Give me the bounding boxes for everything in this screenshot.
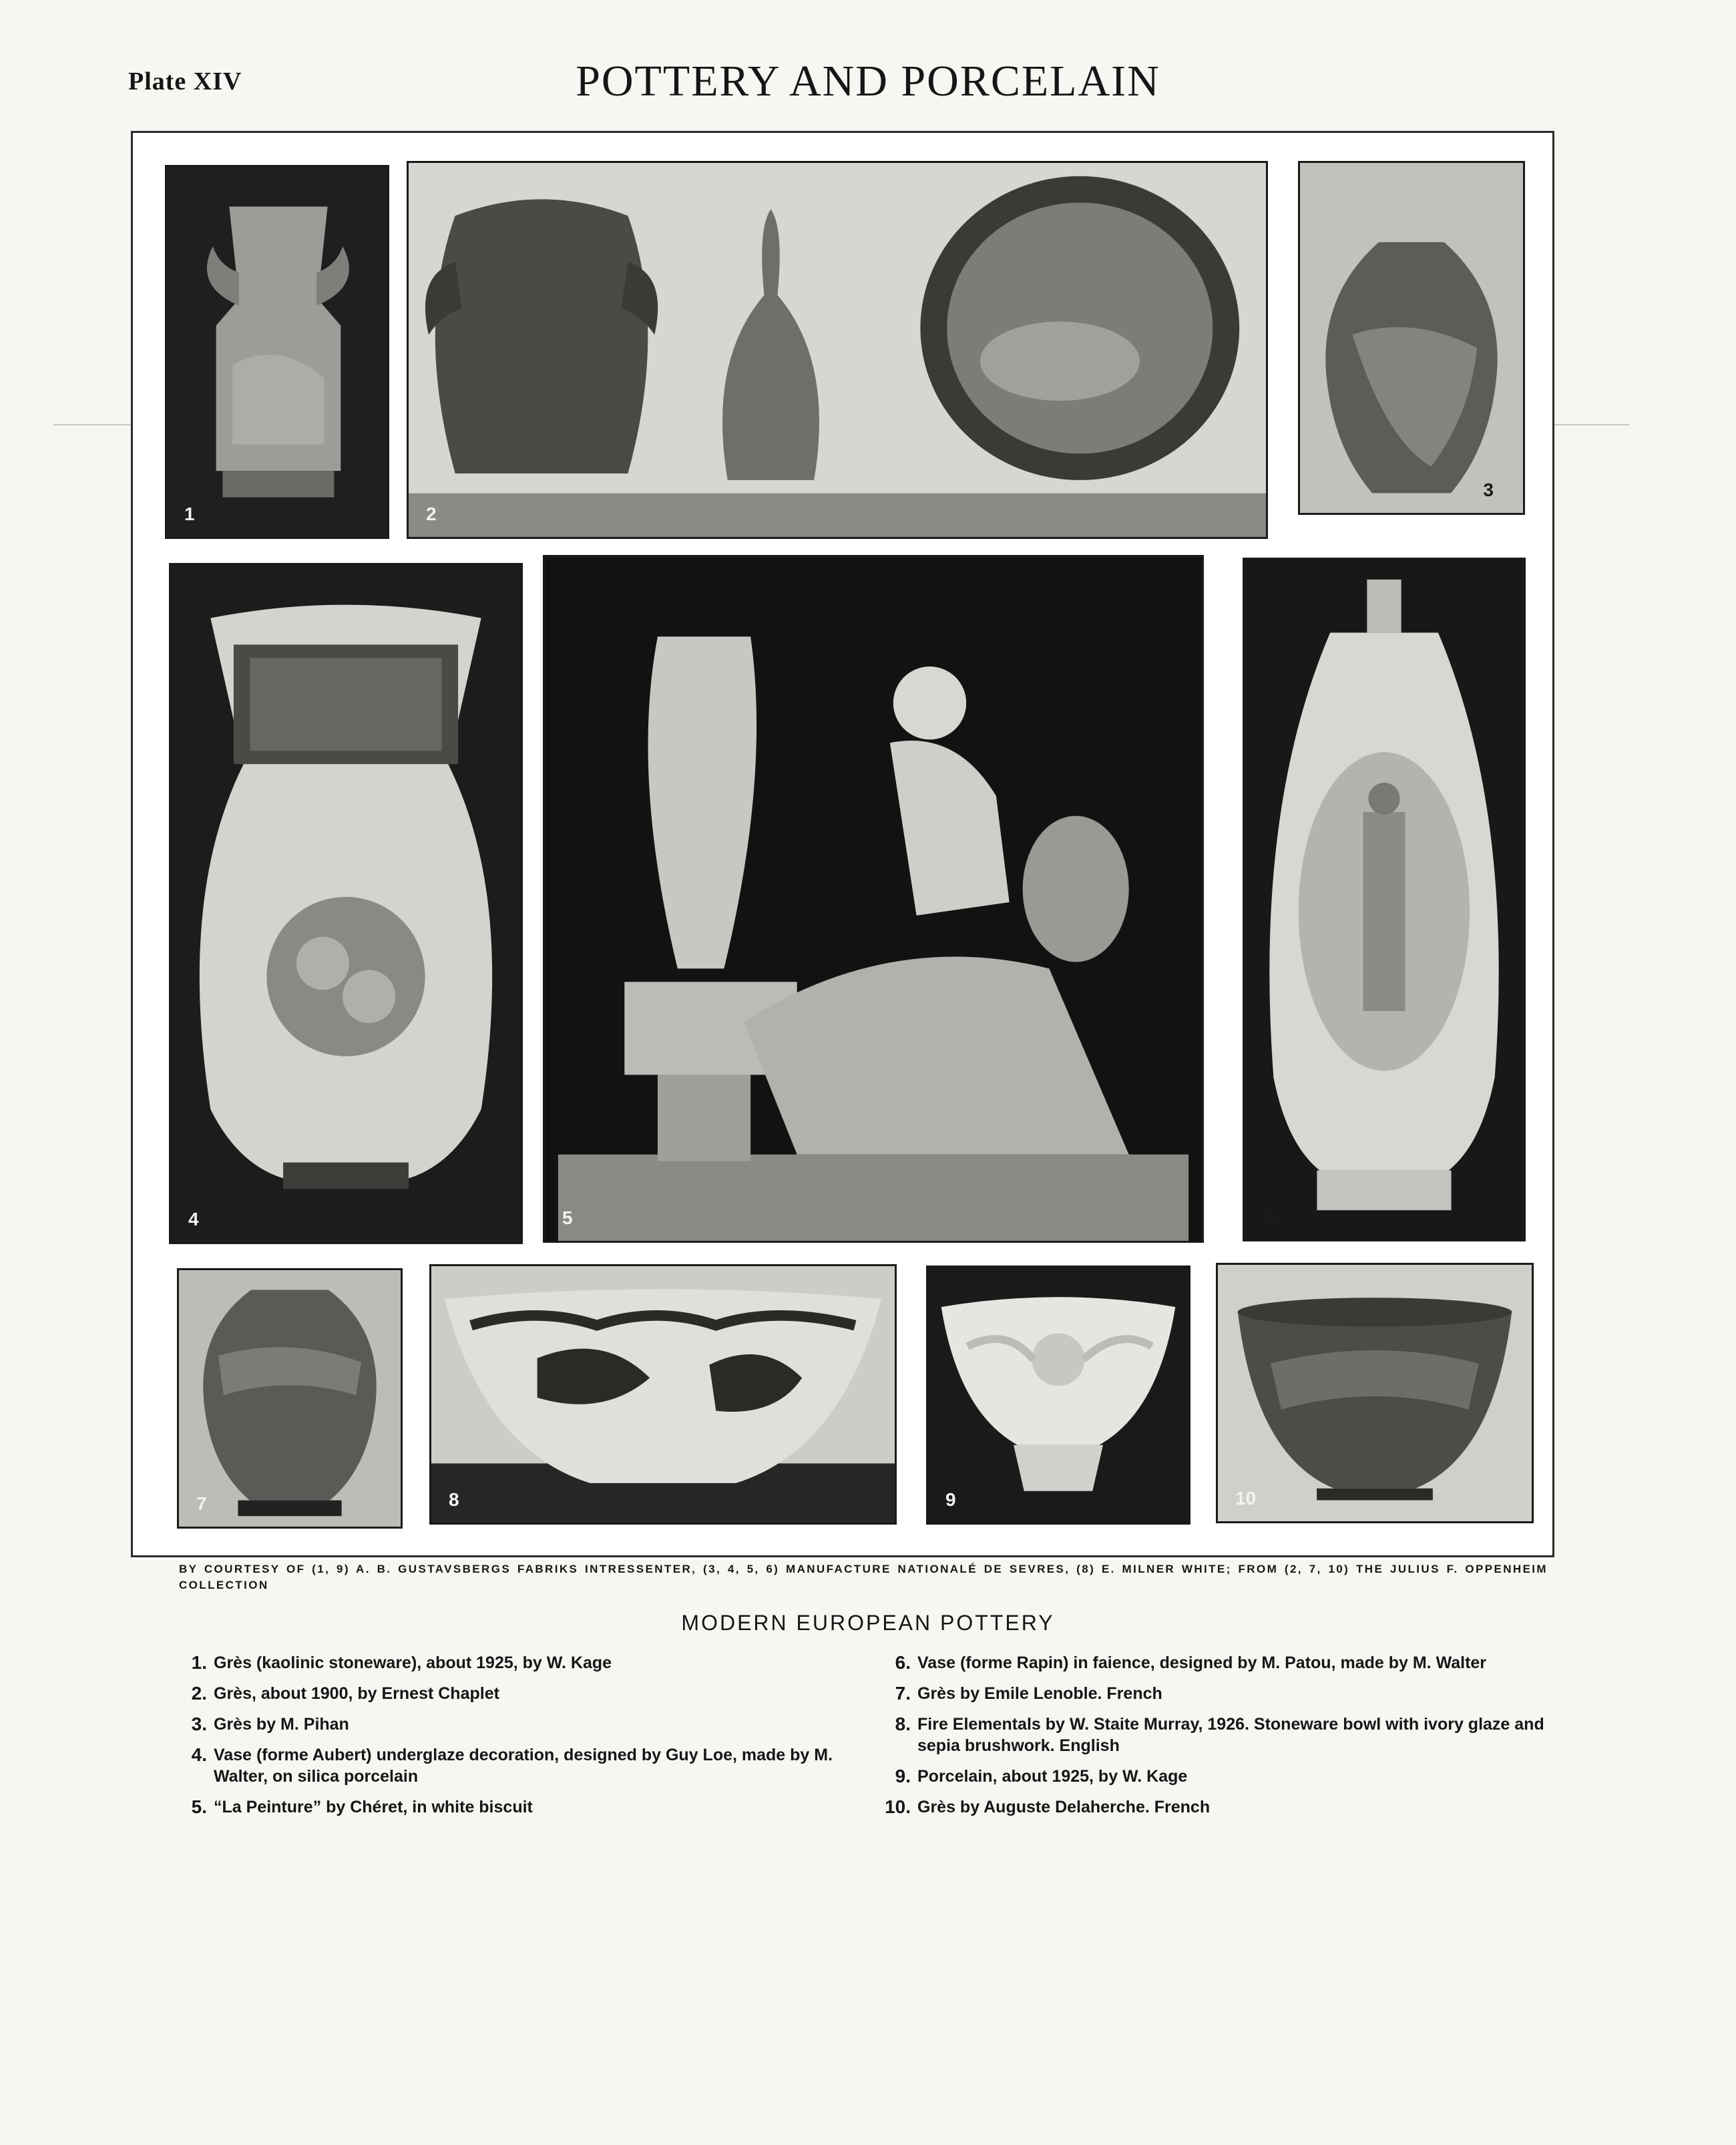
- photo-6: [1243, 558, 1526, 1241]
- caption-item: [178, 1683, 839, 1704]
- figure-number: 10: [1235, 1488, 1257, 1509]
- bowl-illustration-8: [431, 1266, 895, 1523]
- figure-number: 6: [1265, 1206, 1275, 1227]
- caption-text: Porcelain, about 1925, by W. Kage: [917, 1767, 1188, 1786]
- bowl-illustration-10: [1218, 1265, 1532, 1521]
- caption-item: [178, 1744, 839, 1787]
- vase-illustration-3: [1300, 163, 1523, 513]
- caption-number: 2.: [191, 1683, 207, 1704]
- caption-number: 5.: [191, 1796, 207, 1817]
- photo-4: [169, 563, 523, 1244]
- caption-text: Vase (forme Rapin) in faience, designed by M. Patou, made by M. Walter: [917, 1653, 1487, 1672]
- caption-text: Vase (forme Aubert) underglaze decoration, designed by Guy Loe, made by M. Walter, on silica porcelain: [214, 1746, 833, 1786]
- figure-number: 9: [945, 1489, 956, 1510]
- photo-9: [926, 1265, 1190, 1525]
- caption-text: Grès by Auguste Delaherche. French: [917, 1798, 1211, 1816]
- vase-illustration-4: [171, 565, 521, 1242]
- caption-column-left: [178, 1652, 839, 1827]
- sculpture-illustration-5: [545, 557, 1202, 1241]
- figure-number: 2: [426, 504, 437, 524]
- caption-item: [881, 1766, 1569, 1787]
- photo-2: [407, 161, 1268, 539]
- caption-item: [881, 1683, 1569, 1704]
- vase-illustration-1: [167, 167, 387, 537]
- figure-number: 4: [188, 1209, 199, 1229]
- page-title: POTTERY AND PORCELAIN: [576, 57, 1160, 106]
- caption-text: Grès (kaolinic stoneware), about 1925, by W. Kage: [214, 1653, 612, 1672]
- caption-column-right: [881, 1652, 1569, 1827]
- bowl-illustration-9: [928, 1268, 1188, 1523]
- vase-illustration-7: [179, 1270, 401, 1527]
- figure-number: 5: [562, 1207, 573, 1228]
- pottery-group-illustration-2: [409, 163, 1266, 537]
- caption-item: [881, 1714, 1569, 1756]
- figure-number: 8: [449, 1489, 459, 1510]
- caption-text: Grès, about 1900, by Ernest Chaplet: [214, 1684, 499, 1703]
- photo-8: [429, 1264, 897, 1525]
- caption-number: 3.: [191, 1714, 207, 1734]
- figure-number: 7: [196, 1493, 207, 1514]
- caption-number: 8.: [895, 1714, 911, 1734]
- figure-number: 3: [1483, 479, 1494, 500]
- photo-5: [543, 555, 1204, 1243]
- caption-number: 6.: [895, 1652, 911, 1673]
- figure-number: 1: [184, 504, 195, 524]
- caption-item: [178, 1714, 839, 1735]
- caption-text: Grès by Emile Lenoble. French: [917, 1684, 1162, 1703]
- plate-label: Plate XIV: [128, 67, 242, 95]
- photo-credits: BY COURTESY OF (1, 9) A. B. GUSTAVSBERGS FABRIKS INTRESSENTER, (3, 4, 5, 6) MANUFACTURE NATIONALÉ DE SEVRES, (8) E. MILNER WHITE; FROM (2, 7, 10) THE JULIUS F. OPPENHEIM COLLECTION: [179, 1563, 1548, 1591]
- caption-text: Grès by M. Pihan: [214, 1715, 349, 1734]
- caption-number: 9.: [895, 1766, 911, 1786]
- photo-7: [177, 1268, 403, 1529]
- caption-number: 1.: [191, 1652, 207, 1673]
- photo-10: [1216, 1263, 1534, 1523]
- photo-1: [165, 165, 389, 539]
- caption-item: [178, 1796, 839, 1818]
- caption-title: MODERN EUROPEAN POTTERY: [681, 1611, 1055, 1635]
- caption-number: 10.: [885, 1796, 911, 1817]
- caption-text: Fire Elementals by W. Staite Murray, 1926. Stoneware bowl with ivory glaze and sepia brushwork. English: [917, 1715, 1544, 1755]
- caption-item: [178, 1652, 839, 1674]
- photo-3: [1298, 161, 1525, 515]
- caption-number: 7.: [895, 1683, 911, 1704]
- vase-illustration-6: [1245, 560, 1524, 1239]
- caption-item: [881, 1796, 1569, 1818]
- caption-number: 4.: [191, 1744, 207, 1765]
- caption-item: [881, 1652, 1569, 1674]
- plate-frame: [131, 131, 1554, 1557]
- caption-text: “La Peinture” by Chéret, in white biscuit: [214, 1798, 533, 1816]
